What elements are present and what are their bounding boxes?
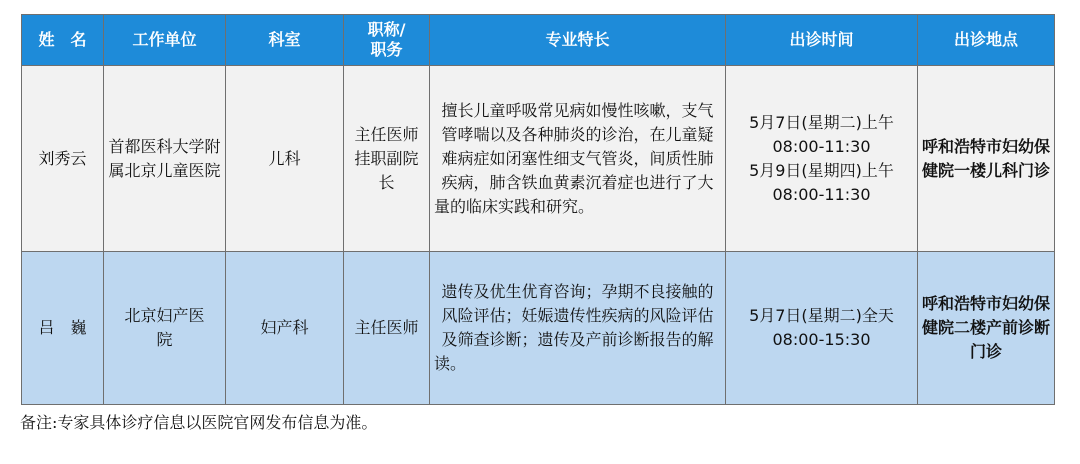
clinic-time-line: 08:00-11:30 — [772, 184, 871, 204]
clinic-location: 呼和浩特市妇幼保健院二楼产前诊断门诊 — [918, 252, 1055, 405]
job-title — [344, 66, 430, 252]
doctor-name: 刘秀云 — [22, 66, 104, 252]
clinic-time — [726, 66, 918, 252]
work-unit — [104, 252, 226, 405]
footnote: 备注:专家具体诊疗信息以医院官网发布信息为准。 — [20, 413, 378, 432]
header-name: 姓 名 — [22, 15, 104, 66]
clinic-time-line: 08:00-15:30 — [772, 330, 871, 349]
specialty: 遗传及优生优育咨询；孕期不良接触的风险评估；妊娠遗传性疾病的风险评估及筛查诊断；遗传及产前诊断报告的解读。 — [430, 252, 726, 405]
clinic-time-line: 08:00-11:30 — [772, 136, 871, 156]
header-title — [344, 15, 430, 66]
clinic-time — [726, 252, 918, 405]
work-unit-text: 首都医科大学附属北京儿童医院 — [108, 136, 221, 180]
header-dept: 科室 — [226, 15, 344, 66]
table-row — [22, 252, 1055, 405]
header-location: 出诊地点 — [918, 15, 1055, 66]
header-time: 出诊时间 — [726, 15, 918, 66]
header-specialty: 专业特长 — [430, 15, 726, 66]
specialty: 擅长儿童呼吸常见病如慢性咳嗽，支气管哮喘以及各种肺炎的诊治，在儿童疑难病症如闭塞性细支气管炎，间质性肺疾病，肺含铁血黄素沉着症也进行了大量的临床实践和研究。 — [430, 66, 726, 252]
clinic-location: 呼和浩特市妇幼保健院一楼儿科门诊 — [918, 66, 1055, 252]
header-title-line2: 职务 — [370, 40, 403, 59]
table-row — [22, 66, 1055, 252]
clinic-time-line: 5月9日(星期四)上午 — [749, 160, 894, 180]
department: 妇产科 — [226, 252, 344, 405]
schedule-table — [21, 14, 1055, 405]
header-title-line1: 职称/ — [367, 20, 406, 39]
work-unit — [104, 66, 226, 252]
header-row — [22, 15, 1055, 66]
doctor-name: 吕 巍 — [22, 252, 104, 405]
header-unit: 工作单位 — [104, 15, 226, 66]
clinic-time-line: 5月7日(星期二)全天 — [749, 306, 894, 325]
job-title — [344, 252, 430, 405]
job-title-text: 主任医师 — [354, 318, 419, 337]
job-title-text: 主任医师挂职副院长 — [354, 124, 419, 192]
department: 儿科 — [226, 66, 344, 252]
work-unit-text: 北京妇产医院 — [124, 306, 205, 349]
clinic-time-line: 5月7日(星期二)上午 — [749, 112, 894, 132]
